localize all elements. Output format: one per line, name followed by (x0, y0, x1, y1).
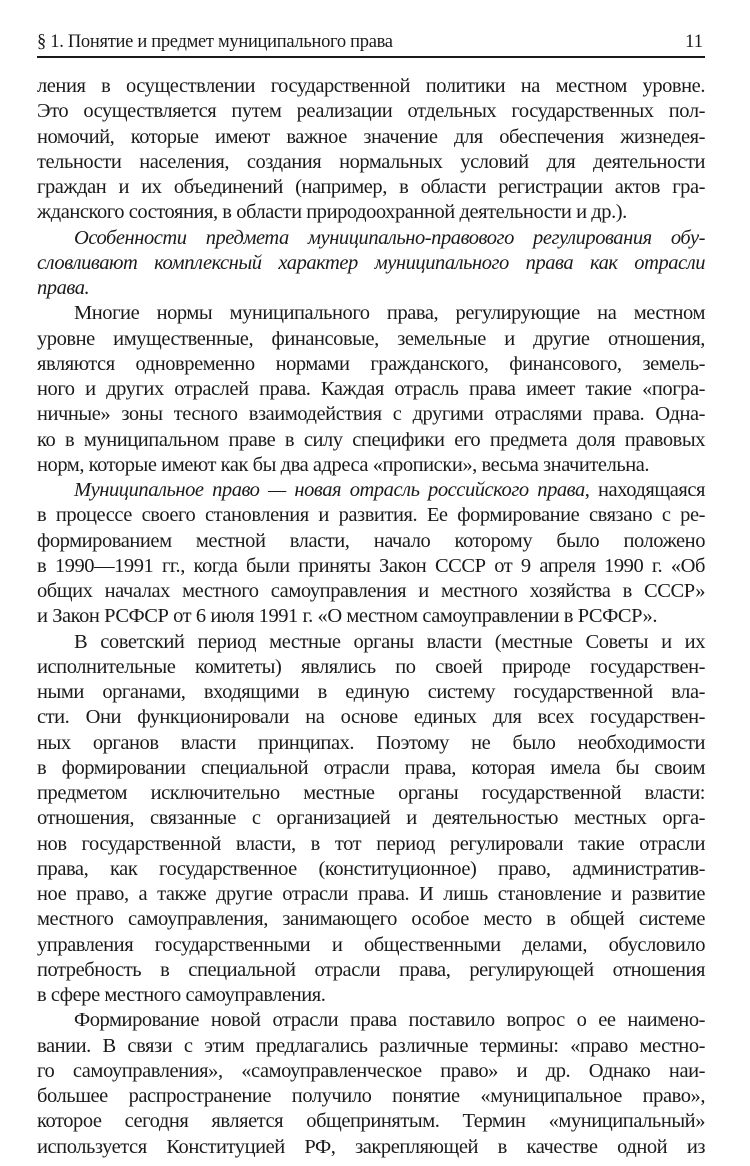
italic-paragraph (37, 226, 705, 302)
paragraph (37, 301, 705, 478)
text-line: отношения, связанные с организацией и деятельностью местных орга- (37, 807, 705, 830)
text-fragment: , находящаяся (584, 479, 705, 501)
text-line: тельности населения, создания нормальных условий для деятельности (37, 150, 705, 173)
text-line: права. (37, 277, 90, 299)
text-line: ления в осуществлении государственной политики на местном уровне. (37, 75, 705, 97)
text-line: Это осуществляется путем реализации отдельных государственных пол- (37, 100, 705, 123)
text-line: используется Конституцией РФ, закрепляющей в качестве одной из (37, 1135, 705, 1158)
text-line: которое сегодня является общепринятым. Термин «муниципальный» (37, 1110, 705, 1133)
paragraph (37, 478, 705, 630)
paragraph (37, 74, 705, 226)
text-line: ными органами, входящими в единую систему государственной вла- (37, 681, 705, 703)
text-line: потребность в специальной отрасли права, регулирующей отношения (37, 958, 705, 981)
text-line: являются одновременно нормами гражданского, финансового, земель- (37, 352, 705, 375)
text-line: граждан и их объединений (например, в области регистрации актов гра- (37, 176, 705, 198)
text-line: ного и других отраслей права. Каждая отрасль права имеет такие «погра- (37, 378, 705, 400)
text-line: ных органов власти принципах. Поэтому не было необходимости (37, 731, 705, 754)
text-line (37, 478, 705, 503)
text-line: и Закон РСФСР от 6 июля 1991 г. «О местном самоуправлении в РСФСР». (37, 605, 658, 628)
text-line: большее распространение получило понятие «муниципальное право», (37, 1085, 705, 1107)
text-line: общих началах местного самоуправления и местного хозяйства в СССР» (37, 580, 705, 602)
text-line: Особенности предмета муниципально-правового регулирования обу- (74, 226, 705, 249)
italic-lead: Муниципальное право — новая отрасль российского права (74, 479, 585, 501)
text-line: в процессе своего становления и развития. Ее формирование связано с ре- (37, 504, 705, 527)
text-line: в 1990—1991 гг., когда были приняты Закон СССР от 9 апреля 1990 г. «Об (37, 554, 705, 577)
text-line: исполнительные комитеты) являлись по своей природе государствен- (37, 655, 705, 678)
text-line: сти. Они функционировали на основе единых для всех государствен- (37, 706, 705, 729)
paragraph (37, 630, 705, 1009)
page-number: 11 (685, 32, 703, 52)
text-line: формированием местной власти, начало которому было положено (37, 529, 705, 552)
text-line: права, как государственное (конституционное) право, административ- (37, 857, 705, 880)
text-line: жданского состояния, в области природоохранной деятельности и др.). (37, 201, 627, 224)
text-line: вании. В связи с этим предлагались различные термины: «право местно- (37, 1034, 705, 1057)
page-body (37, 74, 705, 1160)
text-line: в формировании специальной отрасли права, которая имела бы своим (37, 756, 705, 779)
section-title: § 1. Понятие и предмет муниципального права (37, 32, 393, 52)
text-line: в сфере местного самоуправления. (37, 984, 326, 1006)
text-line: нов государственной власти, в тот период регулировали такие отрасли (37, 832, 705, 855)
text-line: управления государственными и общественными делами, обусловило (37, 933, 705, 956)
text-line: Формирование новой отрасли права поставило вопрос о ее наимено- (74, 1009, 705, 1032)
text-line: предметом исключительно местные органы государственной власти: (37, 782, 705, 804)
text-line: номочий, которые имеют важное значение для обеспечения жизнедея- (37, 125, 705, 148)
text-line: Многие нормы муниципального права, регулирующие на местном (74, 302, 705, 325)
text-line: ное право, а также другие отрасли права. И лишь становление и развитие (37, 883, 705, 905)
text-line: ко в муниципальном праве в силу специфики его предмета доля правовых (37, 428, 705, 451)
text-line: уровне имущественные, финансовые, земельные и другие отношения, (37, 327, 705, 350)
text-line: норм, которые имеют как бы два адреса «прописки», весьма значительна. (37, 453, 650, 476)
text-line: словливают комплексный характер муниципального права как отрасли (37, 251, 705, 274)
paragraph (37, 1008, 705, 1160)
text-line: В советский период местные органы власти (местные Советы и их (74, 630, 705, 653)
text-line: ничные» зоны тесного взаимодействия с другими отраслями права. Одна- (37, 403, 705, 426)
text-line: го самоуправления», «самоуправленческое право» и др. Однако наи- (37, 1059, 705, 1082)
text-line: местного самоуправления, занимающего особое место в общей системе (37, 908, 705, 931)
running-header (37, 30, 705, 58)
